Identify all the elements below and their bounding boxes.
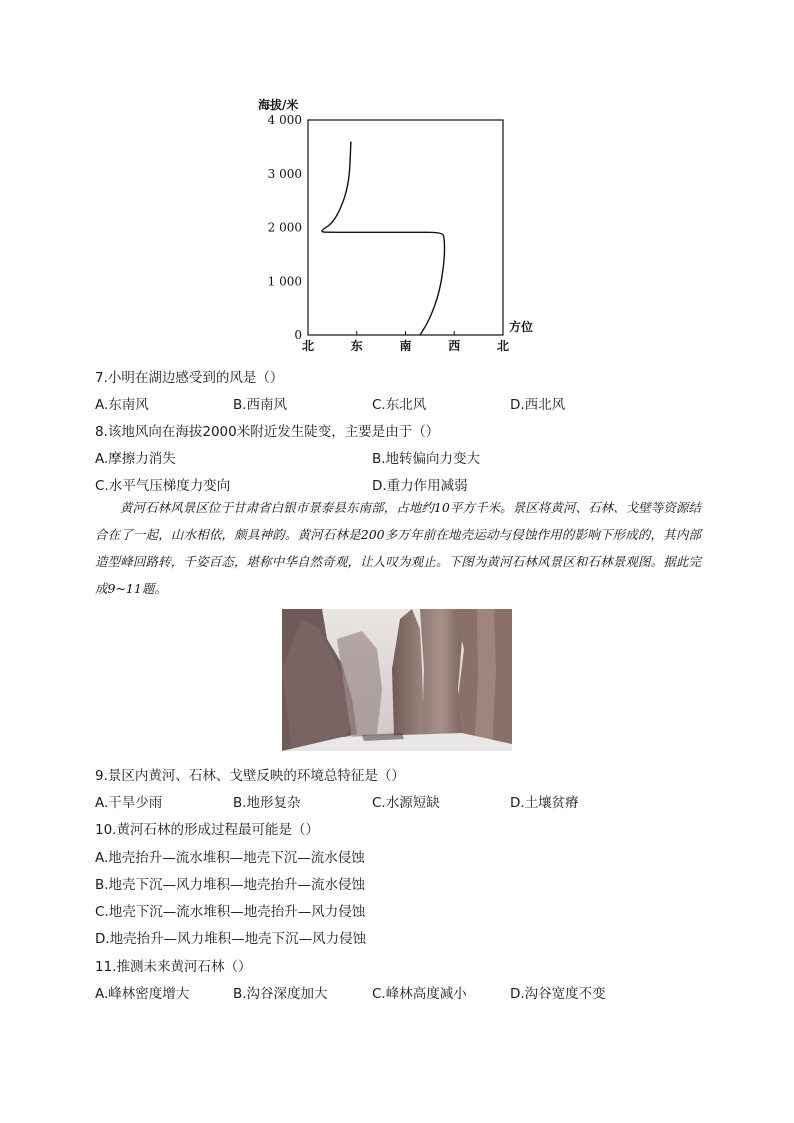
question-9-option-c[interactable]: C.水源短缺 [372, 795, 440, 811]
y-tick-labels [268, 113, 302, 342]
question-7-option-a[interactable]: A.东南风 [95, 397, 149, 413]
question-7-stem: 7.小明在湖边感受到的风是（） [95, 370, 284, 386]
y-tick-label: 0 [294, 328, 302, 342]
wind-direction-curve [322, 142, 444, 336]
question-8-option-a[interactable]: A.摩擦力消失 [95, 451, 176, 467]
y-tick-label: 3 000 [267, 166, 302, 181]
question-11-option-c[interactable]: C.峰林高度减小 [372, 986, 467, 1002]
question-10-option-a[interactable]: A.地壳抬升—流水堆积—地壳下沉—流水侵蚀 [95, 850, 365, 866]
question-7-option-d[interactable]: D.西北风 [510, 397, 566, 413]
question-8-option-b[interactable]: B.地转偏向力变大 [372, 451, 481, 467]
question-9-option-d[interactable]: D.土壤贫瘠 [510, 795, 579, 811]
question-7-option-c[interactable]: C.东北风 [372, 397, 427, 413]
question-9-option-a[interactable]: A.干旱少雨 [95, 795, 163, 811]
altitude-wind-direction-chart [250, 95, 550, 360]
x-tick-labels [302, 331, 509, 353]
x-tick-label: 南 [399, 339, 412, 353]
question-10-option-d[interactable]: D.地壳抬升—风力堆积—地壳下沉—风力侵蚀 [95, 931, 367, 947]
reading-passage [95, 494, 701, 602]
question-11-option-a[interactable]: A.峰林密度增大 [95, 986, 190, 1002]
question-8-option-c[interactable]: C.水平气压梯度力变向 [95, 478, 231, 494]
y-tick-label: 4 000 [267, 113, 302, 127]
plot-frame [308, 120, 503, 335]
x-axis-label: 方位 [509, 320, 534, 334]
stone-forest-photo [282, 609, 512, 751]
question-9-stem: 9.景区内黄河、石林、戈壁反映的环境总特征是（） [95, 768, 405, 784]
question-11-stem: 11.推测未来黄河石林（） [95, 959, 252, 975]
question-10-option-c[interactable]: C.地壳下沉—流水堆积—地壳抬升—风力侵蚀 [95, 904, 366, 920]
y-axis-label: 海拔/米 [258, 98, 299, 112]
question-7-option-b[interactable]: B.西南风 [233, 397, 288, 413]
question-9-option-b[interactable]: B.地形复杂 [233, 795, 301, 811]
x-tick-label: 西 [448, 339, 461, 353]
y-tick-label: 2 000 [267, 220, 302, 235]
x-tick-label: 东 [350, 339, 363, 353]
question-11-option-b[interactable]: B.沟谷深度加大 [233, 986, 328, 1002]
question-8-stem: 8.该地风向在海拔2000米附近发生陡变，主要是由于（） [95, 424, 440, 440]
x-tick-label: 北 [301, 339, 315, 353]
question-8-option-d[interactable]: D.重力作用减弱 [372, 478, 468, 494]
question-11-option-d[interactable]: D.沟谷宽度不变 [510, 986, 606, 1002]
y-tick-label: 1 000 [267, 274, 302, 289]
question-10-stem: 10.黄河石林的形成过程最可能是（） [95, 822, 319, 838]
passage-text: 黄河石林风景区位于甘肃省白银市景泰县东南部，占地约10平方千米。景区将黄河、石林、戈壁等资源结合在了一起，山水相依，颇具神韵。黄河石林是200多万年前在地壳运动与侵蚀作用的影响下形成的，其内部造型峰回路转，千姿百态，堪称中华自然奇观，让人叹为观止。下图为黄河石林风景区和石林景观图。据此完成9~11题。 [95, 500, 701, 596]
x-tick-label: 北 [496, 339, 510, 353]
question-10-option-b[interactable]: B.地壳下沉—风力堆积—地壳抬升—流水侵蚀 [95, 877, 366, 893]
